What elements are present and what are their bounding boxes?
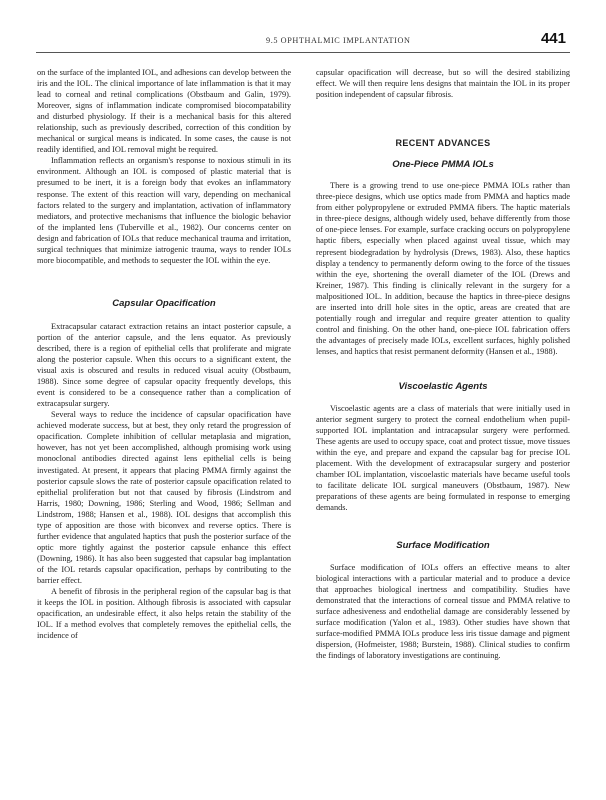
heading-one-piece-pmma: One-Piece PMMA IOLs xyxy=(392,159,494,171)
running-head: 9.5 OPHTHALMIC IMPLANTATION xyxy=(266,36,411,45)
heading-viscoelastic-agents: Viscoelastic Agents xyxy=(398,380,488,392)
paragraph-inflammation-continued: on the surface of the implanted IOL, and adhesions can develop between the iris and the IOL. The clinical importance of late inflammation is that it may lead to corneal and retinal complications (Obstbaum and Galin, 1979). Moreover, signs of inflammation indicate compromised biocompatability and disturbed physiology. If their is a mechanical basis for this altered relationship, such as previously described, correction of this condition by mechanical or surgical means is indicated. In some cases, the cause is not readily identified, and IOL removal might be required. xyxy=(37,68,291,155)
heading-surface-modification: Surface Modification xyxy=(396,539,490,551)
heading-capsular-opacification: Capsular Opacification xyxy=(112,297,216,309)
paragraph-reduce-opacification: Several ways to reduce the incidence of capsular opacification have achieved moderate success, but at best, they only retard the progression of opacification. Complete inhibition of cellular metaplasia and migration, however, has not yet been accomplished, although promising work using monoclonal antibodies directed against lens epithelial cells is being investigated. At present, it appears that placing PMMA firmly against the posterior capsule slows the rate of posterior capsule opacification related to epithelial proliferation but not that caused by fibrosis (Lindstrom and Harris, 1980; Downing, 1986; Sterling and Wood, 1986; Sellman and Lindstrom, 1988; Hansen et al., 1988). IOL designs that accomplish this type of apposition are those with biconvex and reverse optics. There is further evidence that angulated haptics that push the posterior surface of the optic more tightly against the posterior capsule enhance this effect (Downing, 1986). It has also been suggested that capsular bag implantation of the IOL retards capsular opacification, perhaps by contributing to the barrier effect. xyxy=(37,410,291,585)
page-number: 441 xyxy=(540,30,566,47)
paragraph-capsular-continued: capsular opacification will decrease, but so will the desired stabilizing effect. We will then require lens designs that maintain the IOL in its proper position independent of capsular fibrosis. xyxy=(316,68,570,100)
paragraph-extracapsular-extraction: Extracapsular cataract extraction retains an intact posterior capsule, a portion of the anterior capsule, and the lens equator. As previously described, there is a region of epithelial cells that proliferate and migrate along the posterior capsule. When this occurs to a significant extent, the visual axis is obscured and results in reduced visual acuity (Obstbaum, 1988). Since some degree of capsular opacity frequently develops, this event is considered to be a consequence rather than a complication of extracapsular surgery. xyxy=(37,321,291,409)
left-column xyxy=(37,67,291,641)
heading-recent-advances: RECENT ADVANCES xyxy=(395,138,491,149)
paragraph-one-piece-iols: There is a growing trend to use one-piece PMMA IOLs rather than three-piece designs, which use optics made from PMMA and haptics made from either polypropylene or extruded PMMA fibers. The haptic materials in three-piece designs, although widely used, behave differently from those of one-piece lenses. For example, surface cracking occurs on polypropylene haptic fibers, especially when placed against uveal tissue, which may represent biodegradation by hydrolysis (Drews, 1983). Also, these haptics display a tendency to permanently deform owing to the force of the tissues within the eye, shortening the overall diameter of the IOL (Drews and Kreiner, 1987). This finding is clinically relevant in the surgery for a malpositioned IOL. In addition, because the haptics in three-piece designs are inserted into drill hole sites in the optic, areas are created that are potentially rough and irregular and require greater attention to quality control and finishing. On the other hand, one-piece IOL fabrication offers the advantages of precisely made IOLs, excellent surfaces, highly polished lenses, and haptics that resist permanent deformity (Hansen et al., 1988). xyxy=(316,181,570,356)
paragraph-inflammation-response: Inflammation reflects an organism's response to noxious stimuli in its environment. Although an IOL is composed of plastic material that is presumed to be inert, it is a foreign body that evokes an inflammatory response. The extent of this reaction will vary, depending on mechanical factors related to the surgery and implantation, activation of inflammatory mediators, and protective mechanisms that influence the biologic behavior of the implanted lens (Tuberville et al., 1982). Our concerns center on design and fabrication of IOLs that reduce mechanical trauma and irritation, surgical techniques that minimize iatrogenic trauma, ways to render IOLs more biocompatible, and methods to sequester the IOL within the eye. xyxy=(37,156,291,265)
page-header xyxy=(36,30,570,53)
right-column xyxy=(316,67,570,661)
paragraph-viscoelastic-agents: Viscoelastic agents are a class of materials that were initially used in anterior segment surgery to protect the corneal endothelium when pupil-supported IOL implantation and intracapsular surgery were performed. These agents are used to occupy space, coat and protect tissue, move tissues within the eye, and prepare and expand the capsular bag for precise IOL placement. With the development of extracapsular surgery and posterior chamber IOL implantation, viscoelastic materials have became useful tools to facilitate delicate IOL surgical maneuvers (Obstbaum, 1987). New preparations of these agents are being formulated in response to emerging demands. xyxy=(316,404,570,513)
paragraph-surface-modification: Surface modification of IOLs offers an effective means to alter biological interactions with a particular material and to produce a device that approaches biological inertness and compatibility. Studies have demonstrated that the interactions of corneal tissue and PMMA relative to surface adhesiveness and endothelial damage are considerably lessened by surface modification (Yalon et al., 1983). Other studies have shown that surface-modified PMMA IOLs produce less iris tissue damage and pigment dispersion, (Hofmeister, 1988; Burstein, 1988). Clinical studies to confirm the findings of laboratory investigations are continuing. xyxy=(316,562,570,660)
paragraph-fibrosis-benefit: A benefit of fibrosis in the peripheral region of the capsular bag is that it keeps the IOL in position. Although fibrosis is associated with capsular opacification, an undesirable effect, it also helps retain the stability of the IOL. If a method evolves that completely removes the epithelial cells, the incidence of xyxy=(37,587,291,641)
